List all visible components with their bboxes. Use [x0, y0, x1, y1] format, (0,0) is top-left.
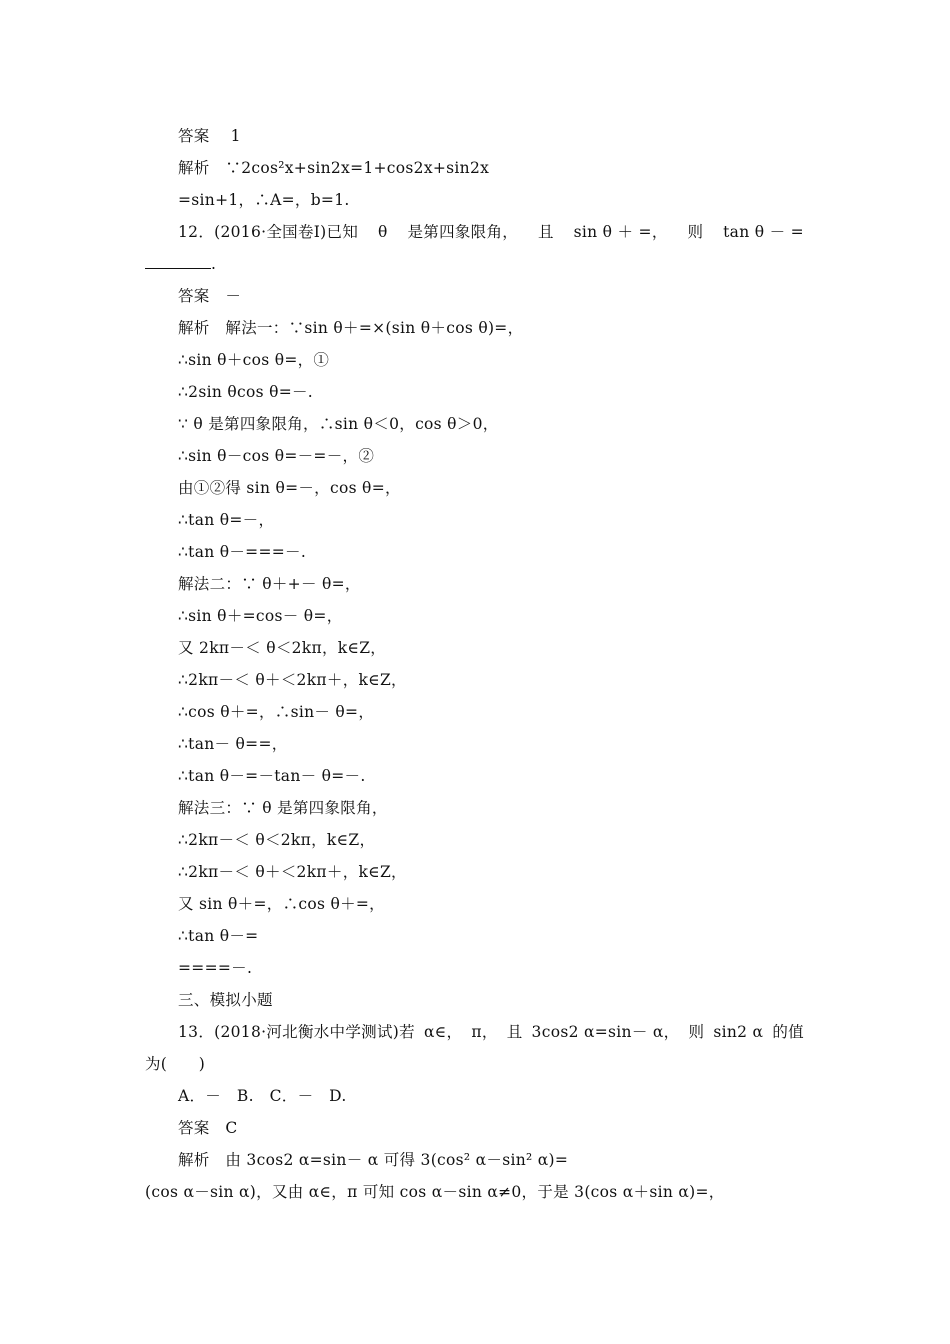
- solution-line: ∴2kπ－＜ θ＜2kπ，k∈Z，: [178, 831, 376, 849]
- solution-line: ∴tan θ－=: [178, 927, 259, 945]
- solution-line: ∴cos θ＋=，∴sin－ θ=，: [178, 703, 375, 721]
- analysis-11-line-2: =sin+1，∴A=，b=1.: [178, 191, 350, 209]
- section-heading: 三、模拟小题: [178, 991, 273, 1009]
- solution-line: 解法三：∵ θ 是第四象限角，: [178, 799, 388, 817]
- solution-line: 解法二：∵ θ＋+－ θ=，: [178, 575, 361, 593]
- question-13-options: A．－ B. C．－ D.: [178, 1087, 347, 1105]
- solution-line: ∴2kπ－＜ θ＋＜2kπ＋，k∈Z，: [178, 671, 407, 689]
- solution-line: ∴2sin θcos θ=－.: [178, 383, 314, 401]
- question-12-blank-line: .: [145, 254, 216, 274]
- answer-11: 答案 1: [178, 127, 241, 145]
- solution-line: 由①②得 sin θ=－，cos θ=，: [178, 479, 401, 497]
- answer-blank: [145, 256, 211, 269]
- solution-line: 又 2kπ－＜ θ＜2kπ，k∈Z，: [178, 639, 387, 657]
- analysis-13-line-2: (cos α－sin α)，又由 α∈，π 可知 cos α－sin α≠0，于是 3(cos α＋sin α)=，: [145, 1183, 725, 1201]
- solution-line: ∴tan θ－=－tan－ θ=－.: [178, 767, 366, 785]
- solution-line: ∴2kπ－＜ θ＋＜2kπ＋，k∈Z，: [178, 863, 407, 881]
- solution-line: ∴tan θ－===－.: [178, 543, 307, 561]
- solution-line: ∴sin θ＋=cos－ θ=，: [178, 607, 343, 625]
- question-13-line-2: 为( ): [145, 1055, 206, 1073]
- solution-line: ∴tan θ=－，: [178, 511, 275, 529]
- solution-line: ∵ θ 是第四象限角，∴sin θ＜0，cos θ＞0，: [178, 415, 499, 433]
- answer-12: 答案 －: [178, 287, 242, 305]
- solution-line: 又 sin θ＋=，∴cos θ＋=，: [178, 895, 385, 913]
- analysis-13-line-1: 解析 由 3cos2 α=sin－ α 可得 3(cos² α－sin² α)=: [178, 1151, 569, 1169]
- solution-line: ∴sin θ＋cos θ=，①: [178, 351, 330, 369]
- question-12: 12．(2016·全国卷Ⅰ)已知 θ 是第四象限角， 且 sin θ ＋ =， 则 tan θ － =: [178, 223, 804, 241]
- solution-line: ∴tan－ θ==，: [178, 735, 288, 753]
- answer-13: 答案 C: [178, 1119, 238, 1137]
- analysis-11-line-1: 解析 ∵2cos²x+sin2x=1+cos2x+sin2x: [178, 159, 490, 177]
- solution-line: 解析 解法一：∵sin θ＋=×(sin θ＋cos θ)=，: [178, 319, 524, 337]
- question-13: 13．(2018·河北衡水中学测试)若 α∈， π， 且 3cos2 α=sin－ α， 则 sin2 α 的值: [178, 1023, 804, 1041]
- solution-line: ∴sin θ－cos θ=－=－，②: [178, 447, 375, 465]
- solution-line: ====－.: [178, 959, 253, 977]
